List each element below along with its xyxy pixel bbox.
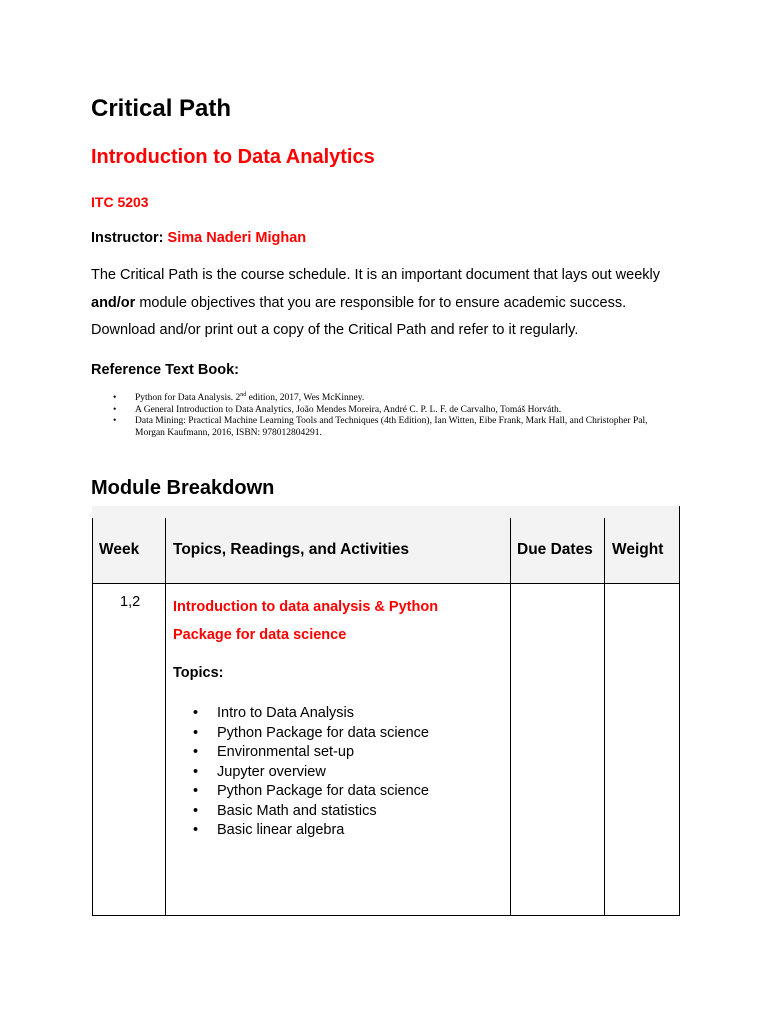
table-border: [165, 518, 166, 916]
bullet-icon: •: [193, 744, 199, 760]
intro-text-2: module objectives that you are responsible for to ensure academic success. Download and/or print out a copy of the Critical Path and refer to it regularly.: [91, 294, 627, 338]
table-header-week: Week: [99, 541, 140, 558]
table-header-due-dates: Due Dates: [517, 541, 593, 558]
reference-item: [113, 405, 673, 417]
list-item: [193, 763, 429, 783]
intro-text-1: The Critical Path is the course schedule. It is an important document that lays out weekly: [91, 267, 660, 283]
table-cell-module-title: Introduction to data analysis & Python Package for data science: [173, 599, 439, 643]
reference-item: [113, 416, 673, 439]
instructor-line: [91, 230, 306, 246]
topics-list: [193, 704, 429, 841]
bullet-icon: •: [193, 763, 199, 780]
page-title: Critical Path: [91, 95, 232, 122]
bullet-icon: •: [193, 802, 199, 819]
intro-bold: and/or: [91, 294, 136, 311]
table-border: [510, 518, 511, 916]
table-border: [92, 518, 93, 916]
table-cell-week: 1,2: [120, 594, 141, 610]
table-border: [92, 583, 680, 584]
module-table: [92, 506, 680, 916]
list-item: [193, 743, 429, 763]
reference-text: A General Introduction to Data Analytics, João Mendes Moreira, André C. P. L. F. de Carvalho, Tomáš Horváth.: [135, 404, 562, 415]
topic-text: Environmental set-up: [217, 744, 355, 760]
bullet-icon: •: [193, 705, 199, 721]
instructor-label: Instructor:: [91, 230, 164, 246]
bullet-icon: •: [193, 822, 199, 838]
table-border: [604, 518, 605, 916]
table-border: [679, 506, 680, 916]
instructor-name: Sima Naderi Mighan: [167, 230, 307, 246]
topic-text: Python Package for data science: [217, 783, 429, 799]
bullet-icon: •: [113, 416, 117, 426]
reference-text: Data Mining: Practical Machine Learning Tools and Techniques (4th Edition), Ian Witten, Eibe Frank, Mark Hall, and Christopher Pal, Morgan Kaufmann, 2016, ISBN: 978012804291.: [135, 416, 648, 438]
topic-text: Intro to Data Analysis: [217, 705, 355, 721]
bullet-icon: •: [113, 393, 117, 403]
reference-text: edition, 2017, Wes McKinney.: [246, 393, 365, 403]
list-item: [193, 782, 429, 802]
table-header-weight: Weight: [612, 541, 664, 558]
list-item: [193, 802, 429, 822]
course-subtitle: Introduction to Data Analytics: [91, 146, 375, 168]
bullet-icon: •: [113, 404, 117, 415]
reference-item: [113, 393, 673, 405]
table-header-topics: Topics, Readings, and Activities: [173, 541, 409, 558]
reference-text: Python for Data Analysis. 2: [135, 393, 241, 403]
topic-text: Basic linear algebra: [217, 822, 345, 838]
reference-superscript: nd: [240, 391, 247, 398]
course-code: ITC 5203: [91, 194, 149, 210]
intro-paragraph: [91, 262, 681, 345]
topic-text: Python Package for data science: [217, 724, 429, 741]
list-item: [193, 821, 429, 841]
bullet-icon: •: [193, 724, 199, 741]
bullet-icon: •: [193, 783, 199, 799]
table-border: [92, 915, 680, 916]
topic-text: Jupyter overview: [217, 763, 326, 780]
module-heading: Module Breakdown: [91, 477, 275, 499]
list-item: [193, 704, 429, 724]
list-item: [193, 724, 429, 744]
topics-label: Topics:: [173, 665, 224, 681]
reference-list: [113, 393, 673, 439]
reference-heading: Reference Text Book:: [91, 362, 239, 378]
topic-text: Basic Math and statistics: [217, 802, 377, 819]
